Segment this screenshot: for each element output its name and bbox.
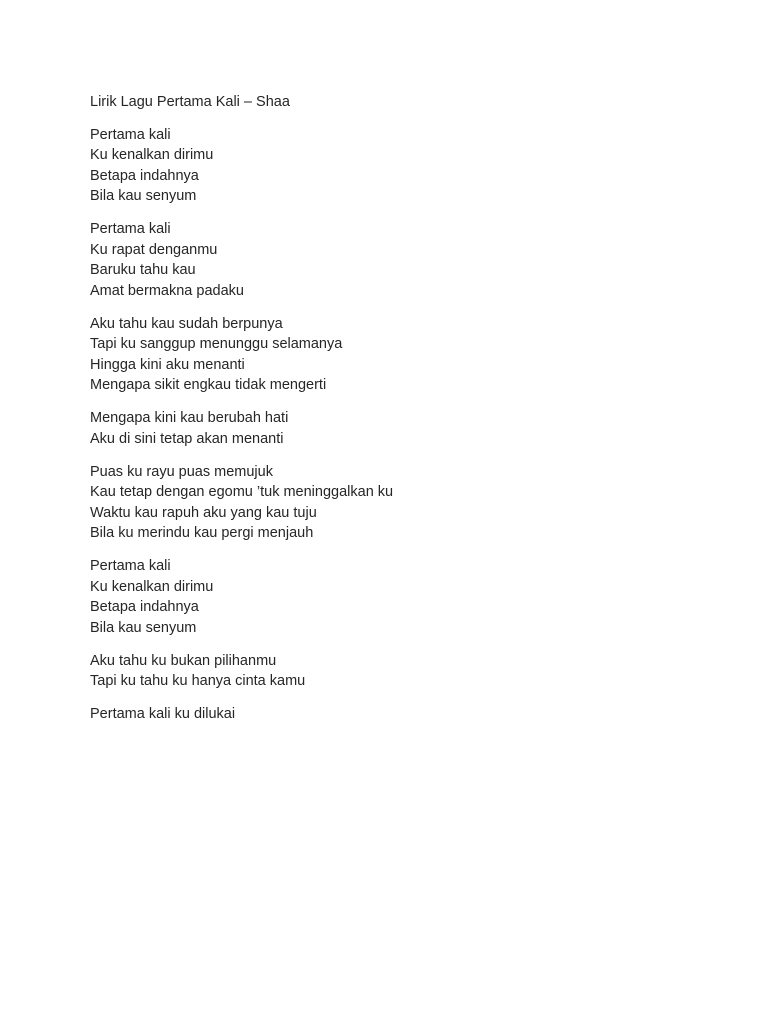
lyric-line: Pertama kali [90, 126, 171, 143]
lyric-line: Tapi ku sanggup menunggu selamanya [90, 336, 343, 352]
lyric-line: Ku rapat denganmu [90, 241, 218, 258]
lyric-line: Bila kau senyum [90, 619, 197, 636]
lyric-line: Betapa indahnya [90, 599, 199, 615]
lyric-line: Hingga kini aku menanti [90, 356, 245, 373]
lyric-line: Puas ku rayu puas memujuk [90, 463, 273, 480]
lyric-line: Bila ku merindu kau pergi menjauh [90, 525, 314, 541]
lyric-line: Waktu kau rapuh aku yang kau tuju [90, 504, 317, 521]
lyric-line: Aku tahu ku bukan pilihanmu [90, 652, 277, 669]
lyric-line: Pertama kali [90, 558, 171, 574]
stanza-8 [90, 704, 690, 725]
document-title: Lirik Lagu Pertama Kali – Shaa [90, 94, 290, 110]
lyric-line: Pertama kali [90, 221, 171, 237]
lyric-line: Aku di sini tetap akan menanti [90, 430, 284, 447]
lyric-line: Kau tetap dengan egomu ’tuk meninggalkan ku [90, 484, 394, 500]
stanza-6 [90, 556, 690, 638]
lyric-line: Baruku tahu kau [90, 262, 196, 278]
stanza-3 [90, 314, 690, 396]
lyric-line: Amat bermakna padaku [90, 282, 244, 299]
lyric-line: Aku tahu kau sudah berpunya [90, 315, 283, 332]
lyric-line: Pertama kali ku dilukai [90, 706, 236, 722]
lyrics-content [90, 92, 690, 737]
lyric-line: Tapi ku tahu ku hanya cinta kamu [90, 673, 306, 689]
lyric-line: Mengapa sikit engkau tidak mengerti [90, 377, 327, 393]
lyric-line: Bila kau senyum [90, 188, 197, 204]
stanza-7 [90, 651, 690, 692]
stanza-5 [90, 462, 690, 544]
lyric-line: Betapa indahnya [90, 167, 199, 184]
stanza-4 [90, 408, 690, 449]
stanza-1 [90, 125, 690, 207]
lyric-line: Ku kenalkan dirimu [90, 578, 214, 595]
stanza-2 [90, 219, 690, 301]
lyric-line: Mengapa kini kau berubah hati [90, 410, 289, 426]
lyric-line: Ku kenalkan dirimu [90, 147, 214, 163]
